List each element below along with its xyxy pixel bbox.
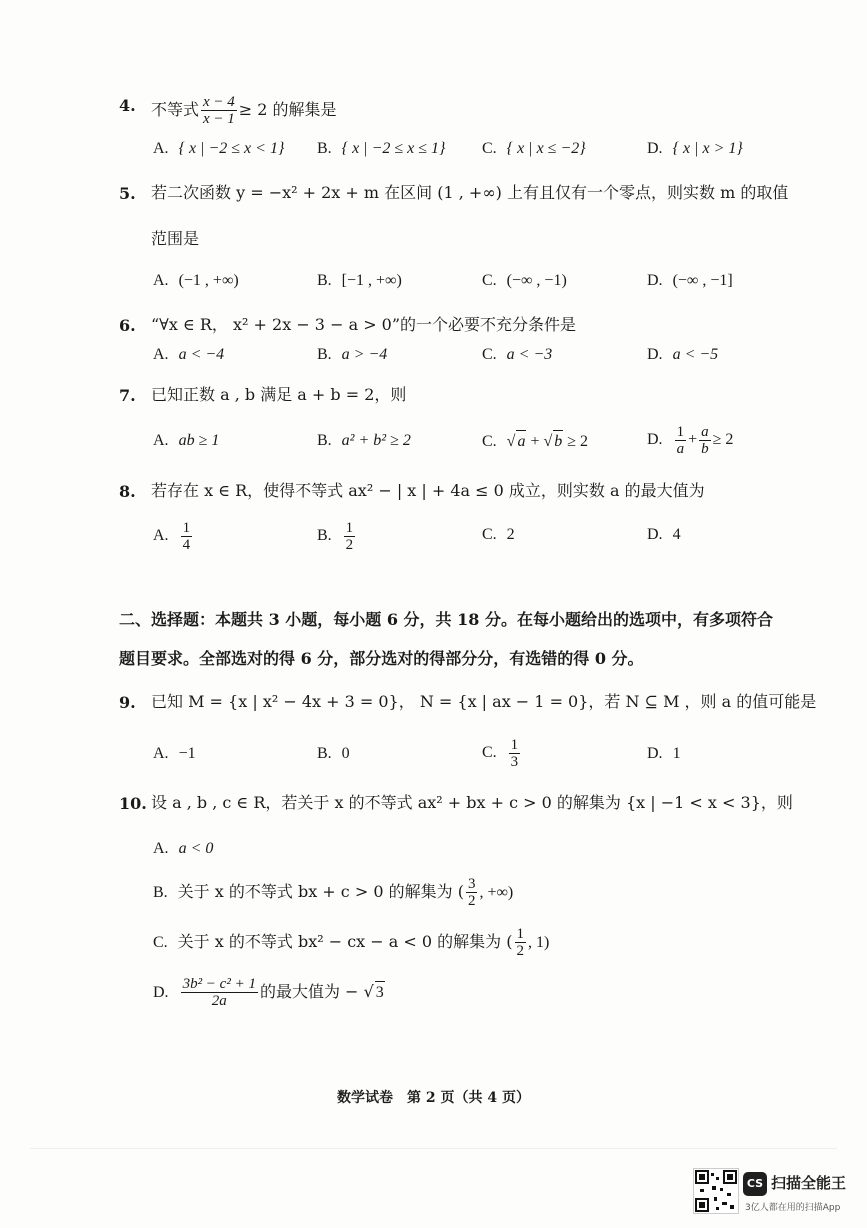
q9-option-d[interactable]: D. 1 [647, 745, 681, 762]
question-5-stem-cont: 范围是 [151, 229, 200, 248]
q6-option-b[interactable]: B. a > −4 [317, 346, 388, 363]
sqrt-symbol: √ [506, 433, 516, 450]
question-number: 10. [119, 794, 147, 813]
q4-option-a[interactable]: A. { x | −2 ≤ x < 1} [153, 140, 285, 157]
qr-code-icon [693, 1168, 739, 1214]
camscanner-logo-icon: CS [743, 1172, 767, 1196]
q4-pre: 不等式 [151, 100, 200, 119]
question-4-stem [151, 94, 337, 127]
q4-option-d[interactable]: D. { x | x > 1} [647, 140, 743, 157]
section-heading-cont: 题目要求。全部选对的得 6 分，部分选对的得部分分，有选错的得 0 分。 [119, 649, 644, 668]
question-number: 8. [119, 482, 136, 501]
sqrt-symbol: √ [363, 982, 374, 1001]
scanner-brand: 扫描全能王 [771, 1174, 847, 1192]
question-10-stem: 设 a , b , c ∈ R，若关于 x 的不等式 ax² + bx + c > 0 的解集为 {x | −1 < x < 3}，则 [151, 793, 793, 812]
q7-option-d[interactable]: D. $\frac{1}{a}$ + $\frac{a}{b}$ ≥ 2 [647, 424, 734, 457]
question-number: 7. [119, 386, 136, 405]
q7-option-a[interactable]: A. ab ≥ 1 [153, 432, 220, 449]
q9-option-b[interactable]: B. 0 [317, 745, 350, 762]
q7-option-b[interactable]: B. a² + b² ≥ 2 [317, 432, 411, 449]
q10-option-a[interactable]: A. a < 0 [153, 840, 214, 857]
q5-option-c[interactable]: C. (−∞ , −1) [482, 272, 567, 289]
question-number: 4. [119, 96, 136, 115]
page-footer: 数学试卷 第 2 页（共 4 页） [337, 1090, 530, 1106]
q10-option-c[interactable]: C. 关于 x 的不等式 bx² − cx − a < 0 的解集为 ( $\frac{1}{2}$ , 1) [153, 926, 550, 959]
q6-option-a[interactable]: A. a < −4 [153, 346, 225, 363]
q4-frac-num: x − 4 [203, 94, 235, 110]
q8-option-a[interactable]: A. $\frac{1}{4}$ [153, 520, 191, 553]
q5-option-b[interactable]: B. [−1 , +∞) [317, 272, 402, 289]
question-number: 9. [119, 693, 136, 712]
q10-option-b[interactable]: B. 关于 x 的不等式 bx + c > 0 的解集为 ( $\frac{3}{2}$ , +∞) [153, 876, 514, 909]
q7-option-c[interactable]: C. √ a + √ b ≥ 2 [482, 430, 588, 453]
section-heading: 二、选择题：本题共 3 小题，每小题 6 分，共 18 分。在每小题给出的选项中，有多项符合 [119, 610, 773, 629]
q8-option-d[interactable]: D. 4 [647, 526, 681, 543]
q8-option-c[interactable]: C. 2 [482, 526, 515, 543]
q4-frac-den: x − 1 [203, 111, 235, 127]
q9-option-a[interactable]: A. −1 [153, 745, 196, 762]
sqrt-symbol: √ [543, 433, 553, 450]
q4-option-b[interactable]: B. { x | −2 ≤ x ≤ 1} [317, 140, 446, 157]
question-9-stem: 已知 M = {x | x² − 4x + 3 = 0}， N = {x | ax − 1 = 0}，若 N ⊆ M ，则 a 的值可能是 [151, 692, 817, 711]
q6-option-c[interactable]: C. a < −3 [482, 346, 553, 363]
divider [30, 1148, 837, 1149]
question-8-stem: 若存在 x ∈ R，使得不等式 ax² − | x | + 4a ≤ 0 成立，则实数 a 的最大值为 [151, 481, 705, 500]
q5-option-d[interactable]: D. (−∞ , −1] [647, 272, 733, 289]
q10-option-d[interactable]: D. $\frac{\text{3b² − c² + 1}}{2a}$ 的最大值为 − √ 3 [153, 976, 384, 1009]
q8-option-b[interactable]: B. $\frac{1}{2}$ [317, 520, 354, 553]
q4-post: ≥ 2 的解集是 [238, 100, 337, 119]
question-6-stem: “∀x ∈ R， x² + 2x − 3 − a > 0”的一个必要不充分条件是 [151, 315, 577, 334]
q9-option-c[interactable]: C. $\frac{1}{3}$ [482, 737, 519, 770]
scanner-slogan: 3亿人都在用的扫描App [745, 1203, 841, 1213]
question-7-stem: 已知正数 a , b 满足 a + b = 2，则 [151, 385, 407, 404]
question-number: 5. [119, 184, 136, 203]
question-number: 6. [119, 316, 136, 335]
question-5-stem: 若二次函数 y = −x² + 2x + m 在区间 (1 , +∞) 上有且仅有一个零点，则实数 m 的取值 [151, 183, 789, 202]
q4-option-c[interactable]: C. { x | x ≤ −2} [482, 140, 586, 157]
q5-option-a[interactable]: A. (−1 , +∞) [153, 272, 239, 289]
q6-option-d[interactable]: D. a < −5 [647, 346, 719, 363]
q4-fraction [201, 94, 237, 127]
